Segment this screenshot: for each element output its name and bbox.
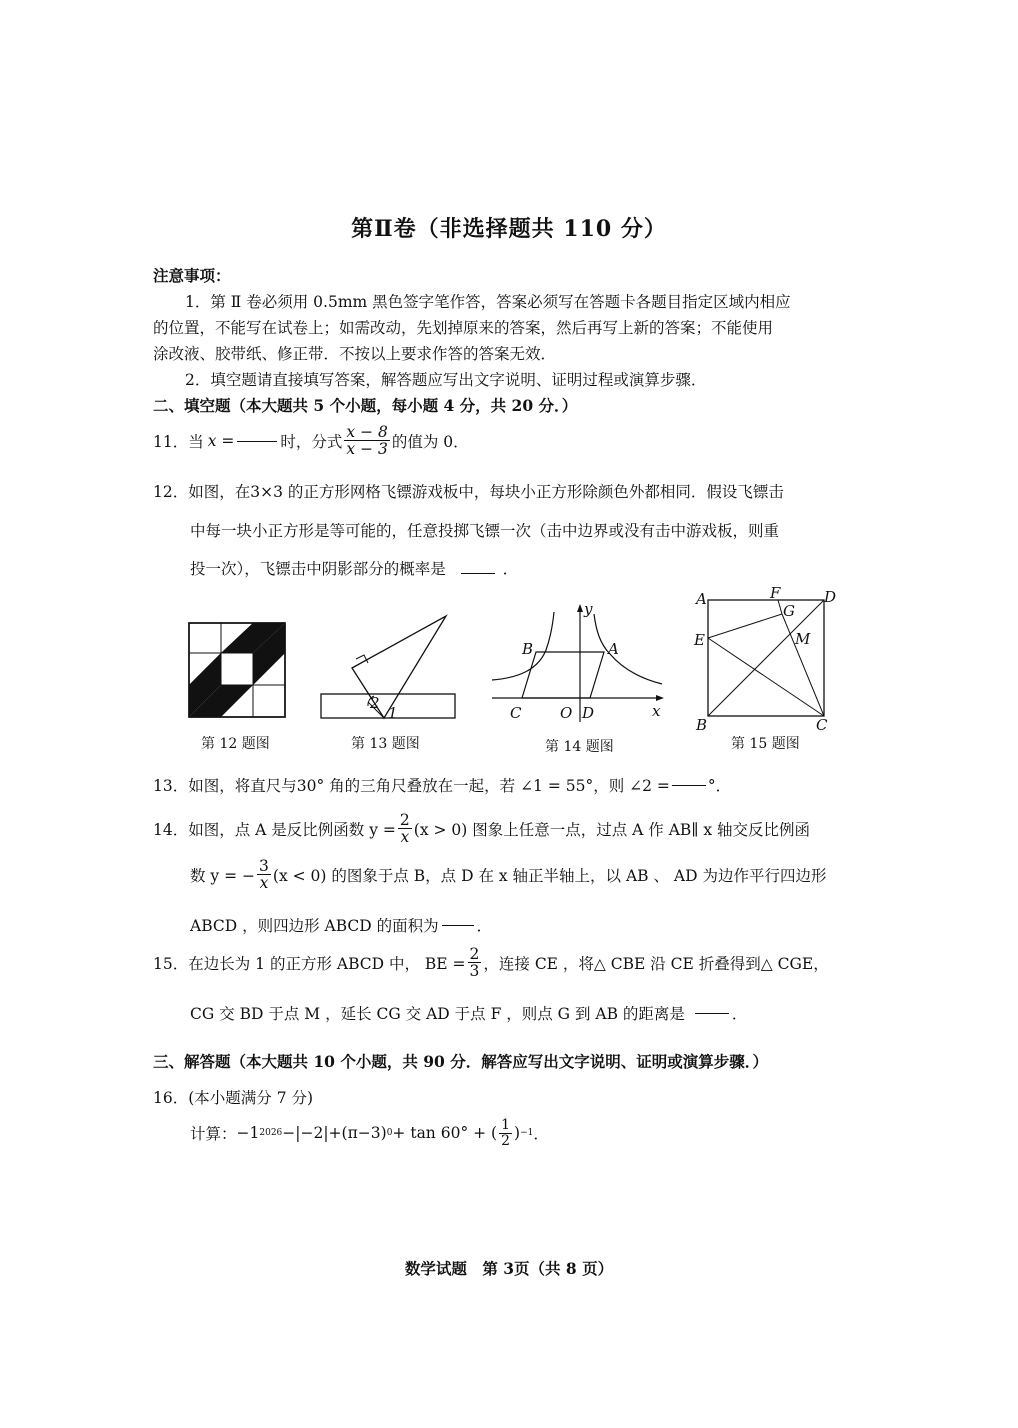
figure-14-inverse-function	[488, 600, 668, 730]
q14-f2-num: 3	[259, 857, 269, 875]
notice-item1-line2: 的位置，不能写在试卷上；如需改动，先划掉原来的答案，然后再写上新的答案；不能使用	[153, 319, 774, 337]
caption-13: 第 13 题图	[351, 736, 420, 752]
notice-item1-line3: 涂改液、胶带纸、修正带．不按以上要求作答的答案无效．	[153, 345, 557, 363]
q11-var: x =	[207, 431, 235, 450]
f15-label-c: C	[816, 716, 828, 734]
notice-item2: 2．填空题请直接填写答案，解答题应写出文字说明、证明过程或演算步骤．	[185, 371, 707, 389]
q12-line3: 投一次），飞镖击中阴影部分的概率是	[190, 560, 446, 578]
q15-number: 15．	[153, 954, 189, 973]
q16-exp1: 2026	[259, 1128, 283, 1139]
f15-label-a: A	[696, 590, 707, 608]
question-12-line1	[153, 480, 784, 502]
q14-answer-blank	[442, 924, 474, 926]
f13-angle-1: 1	[388, 704, 398, 722]
q14-l3-end: ．	[476, 917, 493, 935]
f14-label-a: A	[608, 640, 619, 658]
figure-12-dart-board	[188, 622, 288, 720]
question-14-line3	[190, 914, 492, 936]
q11-pre: 当	[188, 432, 204, 451]
q15-l1-b: ，连接 CE ，将△ CBE 沿 CE 折叠得到△ CGE，	[483, 954, 829, 973]
f14-label-b: B	[522, 640, 534, 658]
section2-heading: 二、填空题（本大题共 5 个小题，每小题 4 分，共 20 分．）	[153, 396, 578, 415]
f15-label-d: D	[824, 588, 837, 606]
q16-exp3: −1	[520, 1128, 534, 1139]
q16-label: 计算：	[190, 1125, 237, 1144]
question-15-line2	[190, 1002, 747, 1024]
q16-exp2: 0	[386, 1128, 393, 1139]
q15-l1-a: 在边长为 1 的正方形 ABCD 中， BE =	[188, 954, 466, 973]
q15-frac-num: 2	[469, 945, 480, 963]
q12-answer-blank	[461, 572, 495, 574]
q11-answer-blank	[237, 440, 277, 442]
q15-l2-end: ．	[731, 1005, 748, 1023]
q14-f2-den: x	[259, 874, 269, 893]
f14-label-o: O	[560, 704, 573, 722]
caption-12: 第 12 题图	[201, 736, 270, 752]
q16-d: )	[514, 1124, 521, 1143]
page-footer: 数学试题 第 3页（共 8 页）	[404, 1259, 614, 1278]
q15-l2: CG 交 BD 于点 M ，延长 CG 交 AD 于点 F ，则点 G 到 AB 的距离是	[190, 1005, 685, 1023]
f13-angle-2: 2	[370, 694, 380, 712]
f15-label-b: B	[696, 716, 708, 734]
q14-fraction-2	[257, 858, 271, 892]
q13-text: 如图，将直尺与30° 角的三角尺叠放在一起，若 ∠1 = 55°，则 ∠2 =	[188, 777, 670, 795]
q11-mid: 时，分式	[280, 432, 343, 451]
f15-label-f: F	[770, 586, 781, 602]
page-title: 第Ⅱ卷（非选择题共 110 分）	[351, 216, 667, 242]
q13-number: 13．	[153, 777, 189, 795]
q12-line1: 如图，在3×3 的正方形网格飞镖游戏板中，每块小正方形除颜色外都相同．假设飞镖击	[188, 483, 784, 501]
q16-frac-num: 1	[501, 1117, 510, 1133]
question-11	[153, 424, 469, 458]
caption-15: 第 15 题图	[731, 736, 800, 752]
q13-answer-blank	[672, 784, 706, 786]
q13-end: °．	[707, 777, 732, 795]
caption-14: 第 14 题图	[545, 739, 614, 755]
q15-frac-den: 3	[469, 962, 480, 981]
question-14-line1	[153, 812, 810, 846]
q16-fraction	[499, 1118, 512, 1148]
figure-15-square-fold	[690, 586, 840, 736]
question-12-line3	[190, 557, 518, 579]
section3-heading: 三、解答题（本大题共 10 个小题，共 90 分．解答应写出文字说明、证明或演算步骤．）	[153, 1052, 768, 1071]
q16-e: ．	[533, 1125, 549, 1144]
q15-answer-blank	[695, 1012, 729, 1014]
notice-heading: 注意事项：	[153, 266, 231, 285]
f14-label-y: y	[584, 600, 593, 618]
q15-fraction	[468, 946, 482, 980]
q16-score: (本小题满分 7 分)	[188, 1089, 314, 1107]
figure-13-ruler-triangle	[318, 612, 460, 724]
f14-label-x: x	[652, 702, 661, 720]
q14-f1-num: 2	[399, 811, 410, 829]
q16-number: 16．	[153, 1089, 189, 1107]
q14-l2-b: (x < 0) 的图象于点 B，点 D 在 x 轴正半轴上，以 AB 、 AD 为边作平行四边形	[272, 866, 827, 885]
q11-number: 11．	[153, 432, 189, 451]
q14-number: 14．	[153, 820, 189, 839]
q12-number: 12．	[153, 483, 189, 501]
q16-a: −1	[236, 1124, 260, 1143]
q11-fraction	[344, 424, 389, 458]
q14-l1-a: 如图，点 A 是反比例函数 y =	[188, 820, 396, 839]
q16-frac-den: 2	[501, 1132, 510, 1149]
q16-c: + tan 60° + (	[392, 1124, 498, 1143]
q14-fraction-1	[398, 812, 412, 846]
f14-label-d: D	[582, 704, 595, 722]
q16-b: −|−2|+(π−3)	[282, 1124, 387, 1143]
q11-frac-numerator: x − 8	[346, 423, 388, 441]
q12-line3-end: ．	[502, 560, 519, 578]
question-16-expression	[190, 1118, 549, 1148]
f15-label-g: G	[783, 602, 795, 620]
question-16-header	[153, 1086, 313, 1108]
q14-l3-a: ABCD ，则四边形 ABCD 的面积为	[190, 917, 439, 935]
question-14-line2	[190, 858, 826, 892]
q14-l1-b: (x > 0) 图象上任意一点，过点 A 作 AB∥ x 轴交反比例函	[413, 820, 811, 839]
q14-l2-a: 数 y = −	[190, 866, 256, 885]
q11-frac-denominator: x − 3	[346, 440, 388, 459]
q11-post: 的值为 0．	[391, 432, 469, 451]
question-15-line1	[153, 946, 829, 980]
q14-f1-den: x	[400, 828, 410, 847]
question-13	[153, 774, 731, 796]
f15-label-e: E	[694, 631, 705, 649]
f14-label-c: C	[510, 704, 522, 722]
f15-label-m: M	[795, 630, 811, 648]
q12-line2: 中每一块小正方形是等可能的，任意投掷飞镖一次（击中边界或没有击中游戏板，则重	[190, 522, 780, 540]
notice-item1-line1: 1．第 Ⅱ 卷必须用 0.5mm 黑色签字笔作答，答案必须写在答题卡各题目指定区域内相应	[185, 293, 791, 311]
